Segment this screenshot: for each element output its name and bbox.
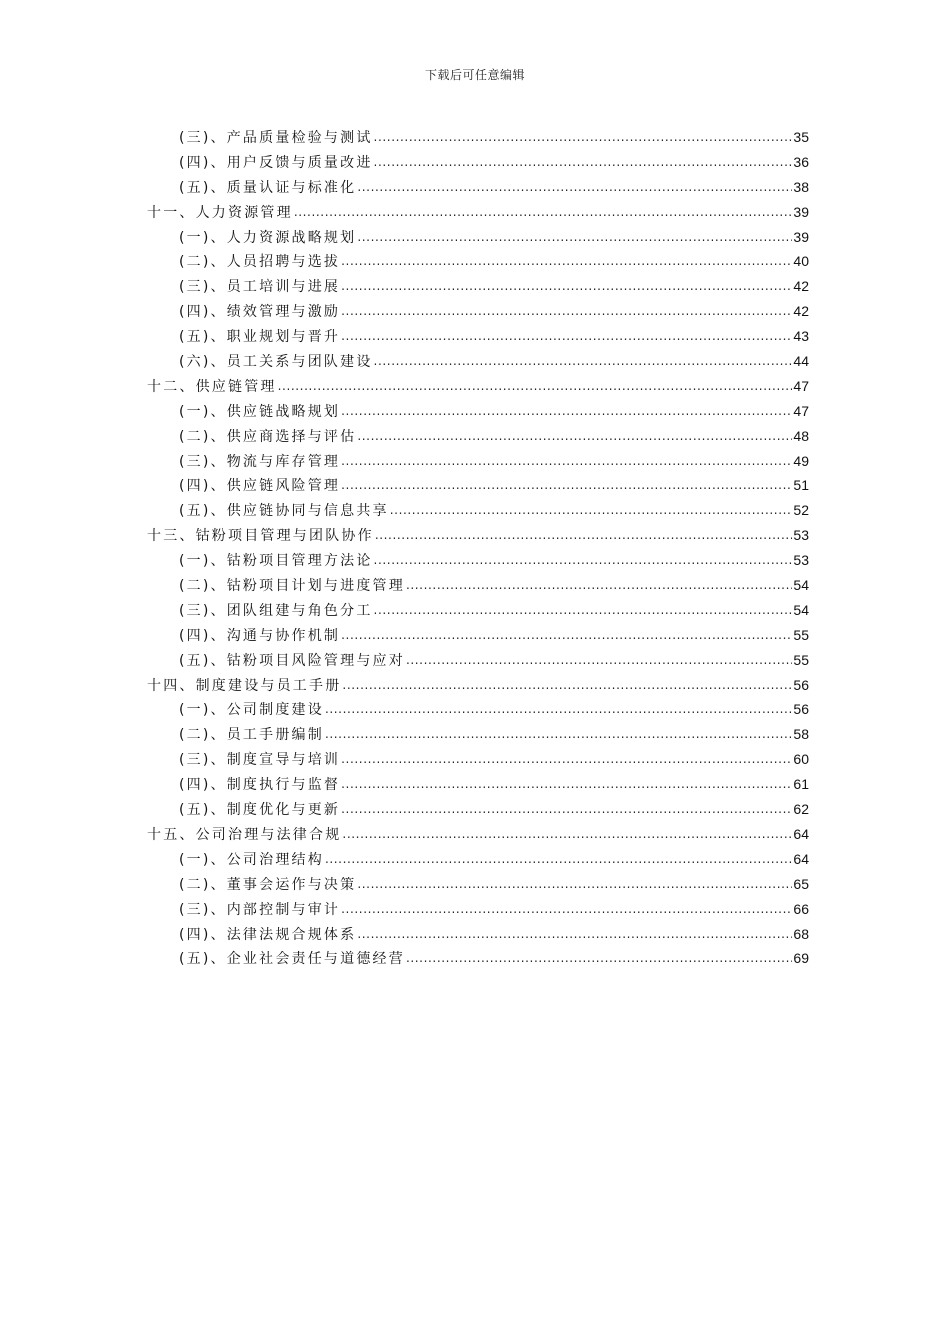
toc-entry-title: (一)、人力资源战略规划	[179, 229, 357, 246]
toc-page-number: 53	[793, 527, 809, 544]
toc-dot-leader	[294, 200, 793, 225]
toc-entry-title: (二)、供应商选择与评估	[179, 428, 357, 445]
toc-page-number: 56	[793, 676, 809, 693]
table-of-contents	[147, 125, 809, 971]
toc-dot-leader	[357, 872, 792, 897]
toc-dot-leader	[406, 946, 792, 971]
toc-section-entry[interactable]	[147, 697, 809, 722]
toc-dot-leader	[325, 847, 792, 872]
toc-section-entry[interactable]	[147, 225, 809, 250]
toc-page-number: 55	[793, 626, 809, 643]
toc-section-entry[interactable]	[147, 150, 809, 175]
toc-dot-leader	[374, 598, 793, 623]
toc-section-entry[interactable]	[147, 623, 809, 648]
toc-page-number: 39	[793, 228, 809, 245]
toc-page-number: 52	[793, 502, 809, 519]
toc-section-entry[interactable]	[147, 324, 809, 349]
toc-dot-leader	[341, 299, 792, 324]
toc-dot-leader	[357, 225, 792, 250]
toc-page-number: 53	[793, 552, 809, 569]
toc-section-entry[interactable]	[147, 797, 809, 822]
toc-section-entry[interactable]	[147, 573, 809, 598]
toc-entry-title: (四)、法律法规合规体系	[179, 926, 357, 943]
toc-section-entry[interactable]	[147, 125, 809, 150]
toc-page-number: 54	[793, 601, 809, 618]
toc-entry-title: (四)、供应链风险管理	[179, 478, 341, 495]
toc-section-entry[interactable]	[147, 922, 809, 947]
toc-entry-title: (五)、制度优化与更新	[179, 802, 341, 819]
toc-page-number: 47	[793, 377, 809, 394]
toc-page-number: 42	[793, 278, 809, 295]
toc-dot-leader	[374, 150, 793, 175]
toc-chapter-entry[interactable]	[147, 523, 809, 548]
toc-dot-leader	[341, 897, 792, 922]
toc-dot-leader	[325, 722, 792, 747]
toc-entry-title: (五)、钴粉项目风险管理与应对	[179, 652, 405, 669]
toc-page-number: 48	[793, 427, 809, 444]
toc-chapter-entry[interactable]	[147, 673, 809, 698]
toc-dot-leader	[341, 324, 792, 349]
toc-dot-leader	[390, 498, 793, 523]
toc-page-number: 56	[793, 701, 809, 718]
toc-page-number: 35	[793, 129, 809, 145]
toc-page-number: 64	[793, 850, 809, 867]
page-header: 下载后可任意编辑	[424, 68, 525, 82]
toc-section-entry[interactable]	[147, 598, 809, 623]
toc-dot-leader	[375, 523, 793, 548]
toc-dot-leader	[278, 374, 793, 399]
toc-dot-leader	[374, 125, 793, 150]
toc-chapter-entry[interactable]	[147, 200, 809, 225]
toc-dot-leader	[342, 822, 792, 847]
toc-page-number: 42	[793, 303, 809, 320]
toc-section-entry[interactable]	[147, 473, 809, 498]
toc-page-number: 40	[793, 253, 809, 270]
toc-entry-title: 十五、公司治理与法律合规	[147, 826, 342, 843]
toc-entry-title: (二)、钴粉项目计划与进度管理	[179, 578, 405, 595]
toc-entry-title: (三)、内部控制与审计	[179, 901, 341, 918]
toc-dot-leader	[406, 648, 792, 673]
toc-dot-leader	[341, 772, 792, 797]
toc-section-entry[interactable]	[147, 498, 809, 523]
toc-page-number: 38	[793, 178, 809, 195]
toc-entry-title: (五)、质量认证与标准化	[179, 179, 357, 196]
toc-entry-title: (六)、员工关系与团队建设	[179, 354, 373, 371]
toc-dot-leader	[357, 922, 792, 947]
toc-dot-leader	[341, 473, 792, 498]
toc-dot-leader	[341, 449, 792, 474]
toc-section-entry[interactable]	[147, 349, 809, 374]
toc-page-number: 47	[793, 402, 809, 419]
toc-section-entry[interactable]	[147, 872, 809, 897]
toc-page-number: 44	[793, 353, 809, 370]
toc-page-number: 65	[793, 875, 809, 892]
toc-entry-title: (一)、公司制度建设	[179, 702, 324, 719]
toc-entry-title: (三)、物流与库存管理	[179, 453, 341, 470]
toc-dot-leader	[406, 573, 792, 598]
toc-section-entry[interactable]	[147, 299, 809, 324]
toc-entry-title: (二)、董事会运作与决策	[179, 876, 357, 893]
toc-page-number: 36	[793, 153, 809, 170]
toc-section-entry[interactable]	[147, 648, 809, 673]
toc-dot-leader	[357, 175, 792, 200]
toc-section-entry[interactable]	[147, 946, 809, 971]
toc-page-number: 51	[793, 477, 809, 494]
toc-dot-leader	[342, 673, 792, 698]
toc-entry-title: (一)、钴粉项目管理方法论	[179, 553, 373, 570]
toc-entry-title: 十二、供应链管理	[147, 378, 277, 395]
toc-entry-title: 十四、制度建设与员工手册	[147, 677, 342, 694]
toc-dot-leader	[341, 797, 792, 822]
toc-page-number: 66	[793, 900, 809, 917]
toc-entry-title: 十一、人力资源管理	[147, 204, 293, 221]
toc-entry-title: 十三、钴粉项目管理与团队协作	[147, 528, 374, 545]
toc-page-number: 39	[793, 203, 809, 220]
toc-entry-title: (五)、职业规划与晋升	[179, 329, 341, 346]
toc-section-entry[interactable]	[147, 722, 809, 747]
toc-page-number: 69	[793, 950, 809, 967]
toc-dot-leader	[341, 249, 792, 274]
toc-section-entry[interactable]	[147, 274, 809, 299]
toc-page-number: 62	[793, 801, 809, 818]
toc-dot-leader	[357, 424, 792, 449]
toc-entry-title: (二)、员工手册编制	[179, 727, 324, 744]
toc-page-number: 58	[793, 726, 809, 743]
toc-entry-title: (一)、公司治理结构	[179, 851, 324, 868]
toc-dot-leader	[341, 747, 792, 772]
toc-page-number: 60	[793, 751, 809, 768]
toc-section-entry[interactable]	[147, 548, 809, 573]
toc-section-entry[interactable]	[147, 249, 809, 274]
toc-entry-title: (五)、企业社会责任与道德经营	[179, 951, 405, 968]
toc-entry-title: (四)、制度执行与监督	[179, 777, 341, 794]
toc-dot-leader	[341, 399, 792, 424]
toc-dot-leader	[341, 623, 792, 648]
toc-entry-title: (四)、用户反馈与质量改进	[179, 154, 373, 171]
toc-dot-leader	[374, 548, 793, 573]
toc-page-number: 49	[793, 452, 809, 469]
toc-dot-leader	[374, 349, 793, 374]
toc-page-number: 68	[793, 925, 809, 942]
toc-section-entry[interactable]	[147, 449, 809, 474]
toc-section-entry[interactable]	[147, 847, 809, 872]
toc-section-entry[interactable]	[147, 175, 809, 200]
toc-entry-title: (五)、供应链协同与信息共享	[179, 503, 389, 520]
toc-entry-title: (四)、沟通与协作机制	[179, 627, 341, 644]
toc-dot-leader	[325, 697, 792, 722]
toc-page-number: 55	[793, 651, 809, 668]
toc-entry-title: (一)、供应链战略规划	[179, 403, 341, 420]
toc-chapter-entry[interactable]	[147, 822, 809, 847]
toc-section-entry[interactable]	[147, 424, 809, 449]
toc-entry-title: (四)、绩效管理与激励	[179, 304, 341, 321]
toc-section-entry[interactable]	[147, 399, 809, 424]
toc-page-number: 61	[793, 776, 809, 793]
toc-entry-title: (三)、团队组建与角色分工	[179, 602, 373, 619]
toc-section-entry[interactable]	[147, 747, 809, 772]
toc-page-number: 54	[793, 577, 809, 594]
toc-chapter-entry[interactable]	[147, 374, 809, 399]
toc-section-entry[interactable]	[147, 772, 809, 797]
toc-entry-title: (三)、产品质量检验与测试	[179, 130, 373, 146]
toc-entry-title: (三)、员工培训与进展	[179, 279, 341, 296]
toc-entry-title: (三)、制度宣导与培训	[179, 752, 341, 769]
toc-entry-title: (二)、人员招聘与选拔	[179, 254, 341, 271]
toc-page-number: 43	[793, 328, 809, 345]
toc-section-entry[interactable]	[147, 897, 809, 922]
toc-page-number: 64	[793, 825, 809, 842]
toc-dot-leader	[341, 274, 792, 299]
